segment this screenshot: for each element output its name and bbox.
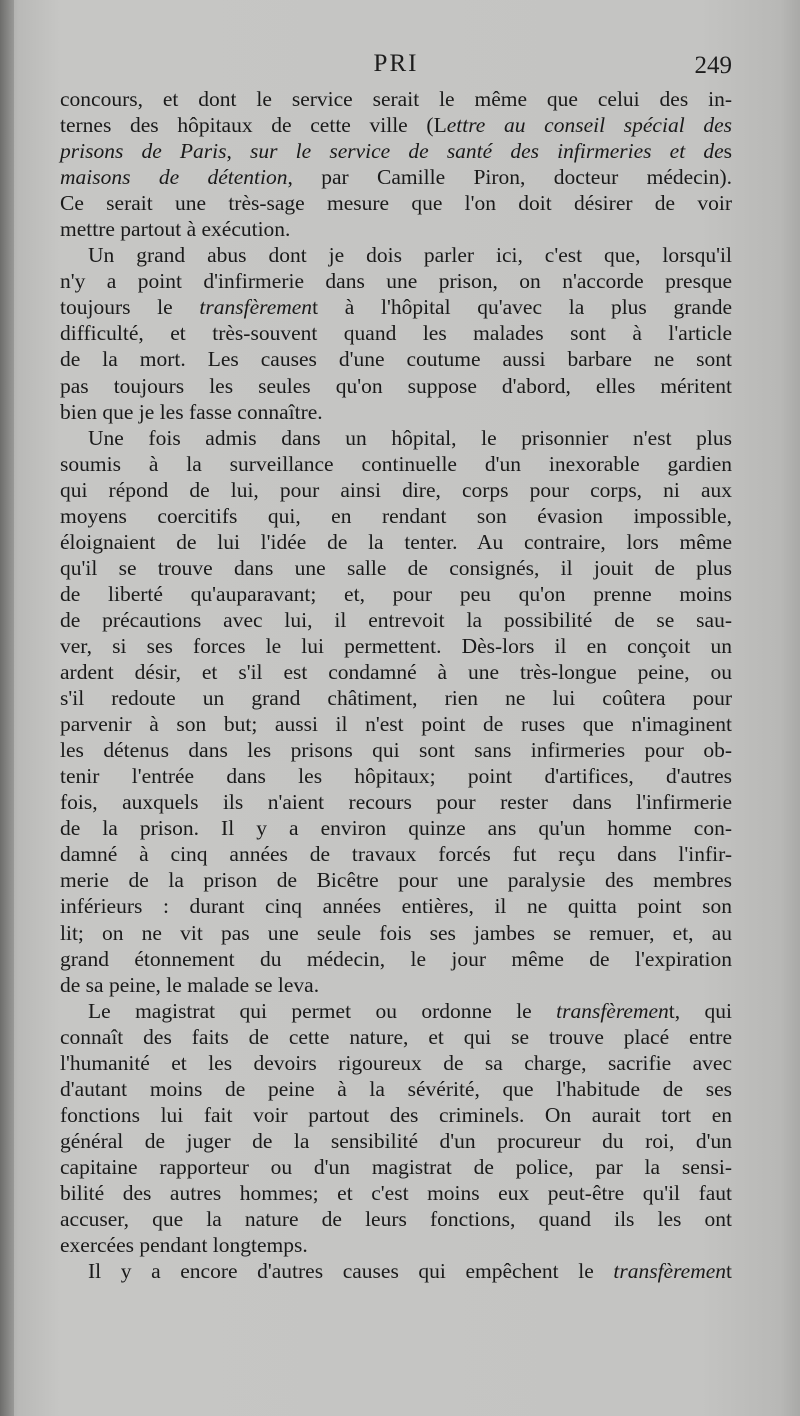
text-line: de précautions avec lui, il entrevoit la possibilité de se sau- bbox=[60, 607, 732, 632]
text-line: toujours le transfèrement à l'hôpital qu'avec la plus grande bbox=[60, 295, 732, 320]
body-text bbox=[60, 86, 732, 1284]
text-line: Un grand abus dont je dois parler ici, c'est que, lorsqu'il bbox=[88, 243, 732, 268]
italic-span: ettre au conseil spécial des bbox=[446, 113, 733, 138]
italic-span: transfèremen bbox=[199, 295, 313, 320]
page-number: 249 bbox=[694, 52, 732, 79]
text-line: de sa peine, le malade se leva. bbox=[60, 972, 320, 997]
italic-span: transfèremen bbox=[556, 998, 669, 1023]
text-line: connaît des faits de cette nature, et qui se trouve placé entre bbox=[60, 1024, 732, 1049]
text-line: fonctions lui fait voir partout des criminels. On aurait tort en bbox=[60, 1102, 732, 1127]
text-line: Il y a encore d'autres causes qui empêchent le transfèrement bbox=[88, 1259, 732, 1284]
text-line: merie de la prison de Bicêtre pour une paralysie des membres bbox=[60, 868, 732, 893]
text-line: parvenir à son but; aussi il n'est point de ruses que n'imaginent bbox=[60, 712, 732, 737]
binding-gutter bbox=[0, 0, 14, 1416]
text-line: les détenus dans les prisons qui sont sans infirmeries pour ob- bbox=[60, 738, 732, 763]
italic-span: maisons de détention bbox=[60, 165, 288, 190]
text-line: moyens coercitifs qui, en rendant son évasion impossible, bbox=[60, 503, 732, 528]
text-line: l'humanité et les devoirs rigoureux de sa charge, sacrifie avec bbox=[60, 1050, 732, 1075]
text-line: n'y a point d'infirmerie dans une prison, on n'accorde presque bbox=[60, 269, 732, 294]
text-line: accuser, que la nature de leurs fonctions, quand ils les ont bbox=[60, 1207, 732, 1232]
text-line: bien que je les fasse connaître. bbox=[60, 399, 323, 424]
text-line: concours, et dont le service serait le même que celui des in- bbox=[60, 87, 732, 111]
text-line: capitaine rapporteur ou d'un magistrat de police, par la sensi- bbox=[60, 1154, 732, 1179]
text-line: ver, si ses forces le lui permettent. Dès-lors il en conçoit un bbox=[60, 633, 732, 658]
text-line: Ce serait une très-sage mesure que l'on doit désirer de voir bbox=[60, 191, 732, 216]
text-line: bilité des autres hommes; et c'est moins eux peut-être qu'il faut bbox=[60, 1180, 732, 1205]
text-line: qui répond de lui, pour ainsi dire, corps pour corps, ni aux bbox=[60, 477, 732, 502]
text-line: difficulté, et très-souvent quand les malades sont à l'article bbox=[60, 321, 732, 346]
text-line: mettre partout à exécution. bbox=[60, 217, 291, 242]
text-line: maisons de détention, par Camille Piron, docteur médecin). bbox=[60, 165, 732, 190]
text-line: ternes des hôpitaux de cette ville (Lettre au conseil spécial des bbox=[60, 113, 733, 138]
text-line: Une fois admis dans un hôpital, le prisonnier n'est plus bbox=[88, 425, 732, 450]
text-line: pas toujours les seules qu'on suppose d'abord, elles méritent bbox=[60, 373, 732, 398]
text-line: Le magistrat qui permet ou ordonne le transfèrement, qui bbox=[88, 998, 732, 1023]
text-line: damné à cinq années de travaux forcés fut reçu dans l'infir- bbox=[60, 842, 732, 867]
text-line: exercées pendant longtemps. bbox=[60, 1233, 308, 1258]
text-line: ardent désir, et s'il est condamné à une très-longue peine, ou bbox=[60, 660, 732, 685]
text-line: de la prison. Il y a environ quinze ans qu'un homme con- bbox=[60, 816, 732, 841]
text-line: de liberté qu'auparavant; et, pour peu qu'on prenne moins bbox=[60, 581, 732, 606]
text-line: fois, auxquels ils n'aient recours pour rester dans l'infirmerie bbox=[60, 790, 732, 815]
text-line: qu'il se trouve dans une salle de consignés, il jouit de plus bbox=[60, 555, 732, 580]
text-line: prisons de Paris, sur le service de santé des infirmeries et des bbox=[60, 139, 732, 164]
text-line: grand étonnement du médecin, le jour même de l'expiration bbox=[60, 946, 732, 971]
text-line: de la mort. Les causes d'une coutume aussi barbare ne sont bbox=[60, 347, 732, 372]
page-header bbox=[60, 50, 732, 90]
italic-span: prisons de Paris bbox=[60, 139, 227, 164]
text-line: lit; on ne vit pas une seule fois ses jambes se remuer, et, au bbox=[60, 920, 732, 945]
italic-span: transfèremen bbox=[613, 1259, 727, 1284]
text-line: tenir l'entrée dans les hôpitaux; point d'artifices, d'autres bbox=[60, 764, 732, 789]
text-line: éloignaient de lui l'idée de la tenter. Au contraire, lors même bbox=[60, 529, 732, 554]
text-line: général de juger de la sensibilité d'un procureur du roi, d'un bbox=[60, 1128, 732, 1153]
text-line: soumis à la surveillance continuelle d'un inexorable gardien bbox=[60, 451, 732, 476]
text-line: s'il redoute un grand châtiment, rien ne lui coûtera pour bbox=[60, 686, 732, 711]
italic-span: sur le service de santé des infirmeries et de bbox=[250, 139, 724, 164]
running-head: PRI bbox=[373, 50, 419, 77]
text-line: d'autant moins de peine à la sévérité, que l'habitude de ses bbox=[60, 1076, 732, 1101]
text-line: inférieurs : durant cinq années entières, il ne quitta point son bbox=[60, 894, 732, 919]
